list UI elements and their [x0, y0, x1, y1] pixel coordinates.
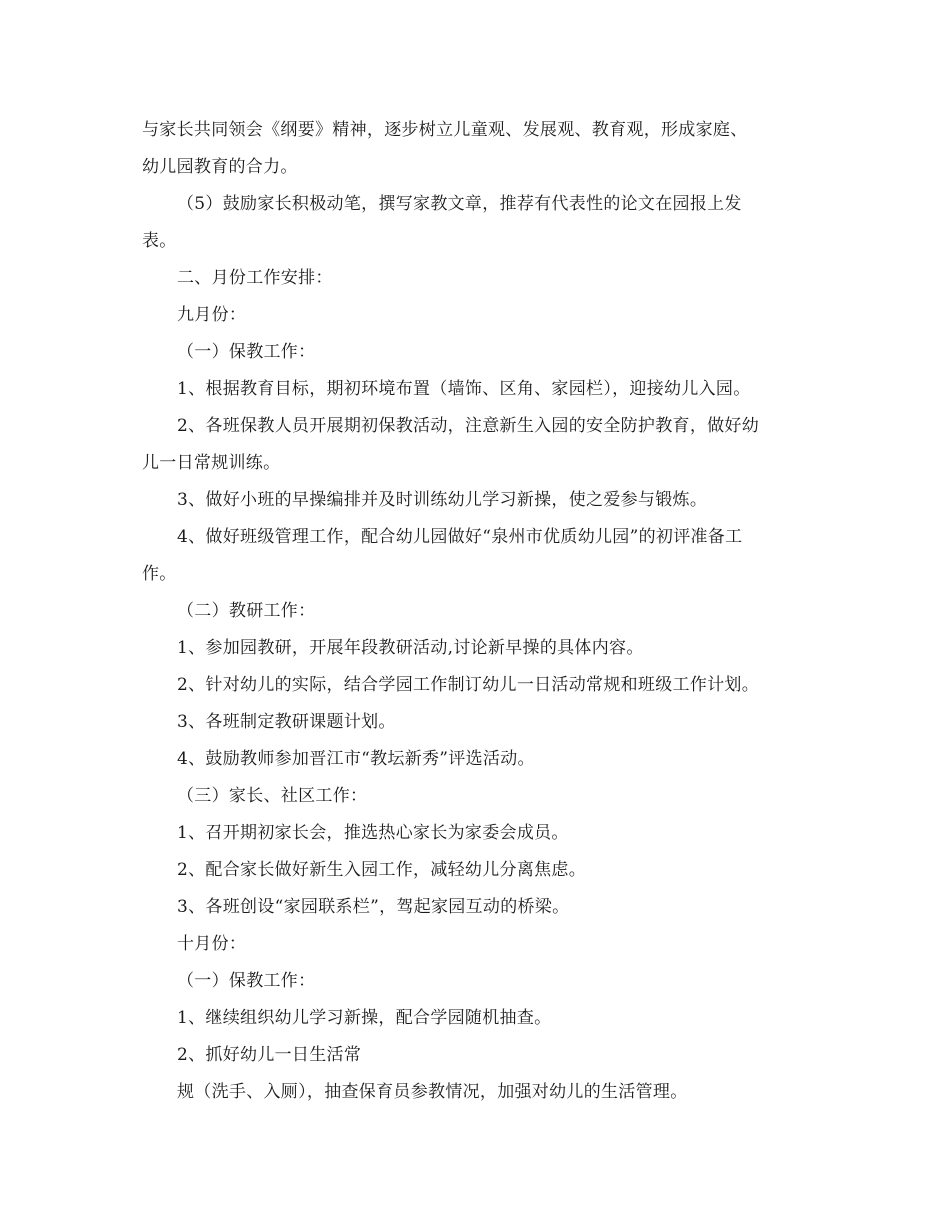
subsection-heading: （二）教研工作：	[177, 601, 316, 621]
text-line: 2、抓好幼儿一日生活常	[177, 1045, 362, 1065]
month-heading: 十月份：	[177, 934, 247, 954]
text-line: 作。	[142, 564, 177, 584]
text-line: 3、各班制定教研课题计划。	[177, 712, 396, 732]
text-line: 表。	[142, 231, 177, 251]
text-line: 1、继续组织幼儿学习新操，配合学园随机抽查。	[177, 1008, 552, 1028]
text-line: 1、召开期初家长会，推选热心家长为家委会成员。	[177, 823, 569, 843]
text-line: 4、做好班级管理工作，配合幼儿园做好“泉州市优质幼儿园”的初评准备工	[177, 527, 743, 547]
text-line: 4、鼓励教师参加晋江市“教坛新秀”评选活动。	[177, 749, 535, 769]
section-heading: 二、月份工作安排：	[177, 268, 333, 288]
subsection-heading: （一）保教工作：	[177, 971, 316, 991]
text-line: 1、参加园教研，开展年段教研活动,讨论新早操的具体内容。	[177, 638, 644, 658]
subsection-heading: （三）家长、社区工作：	[177, 786, 368, 806]
text-line: 1、根据教育目标，期初环境布置（墙饰、区角、家园栏），迎接幼儿入园。	[177, 379, 751, 399]
text-line: 2、针对幼儿的实际，结合学园工作制订幼儿一日活动常规和班级工作计划。	[177, 675, 760, 695]
text-line: 2、配合家长做好新生入园工作，减轻幼儿分离焦虑。	[177, 860, 587, 880]
text-line: 幼儿园教育的合力。	[142, 157, 298, 177]
text-line: 与家长共同领会《纲要》精神，逐步树立儿童观、发展观、教育观，形成家庭、	[142, 120, 748, 140]
text-line: 儿一日常规训练。	[142, 453, 281, 473]
text-line: 规（洗手、入厕），抽查保育员参教情况，加强对幼儿的生活管理。	[177, 1082, 688, 1102]
text-line: 2、各班保教人员开展期初保教活动，注意新生入园的安全防护教育，做好幼	[177, 416, 760, 436]
month-heading: 九月份：	[177, 305, 247, 325]
subsection-heading: （一）保教工作：	[177, 342, 316, 362]
text-line: 3、做好小班的早操编排并及时训练幼儿学习新操，使之爱参与锻炼。	[177, 490, 708, 510]
text-line: （5）鼓励家长积极动笔，撰写家教文章，推荐有代表性的论文在园报上发	[177, 194, 742, 214]
text-line: 3、各班创设“家园联系栏”，驾起家园互动的桥梁。	[177, 897, 570, 917]
